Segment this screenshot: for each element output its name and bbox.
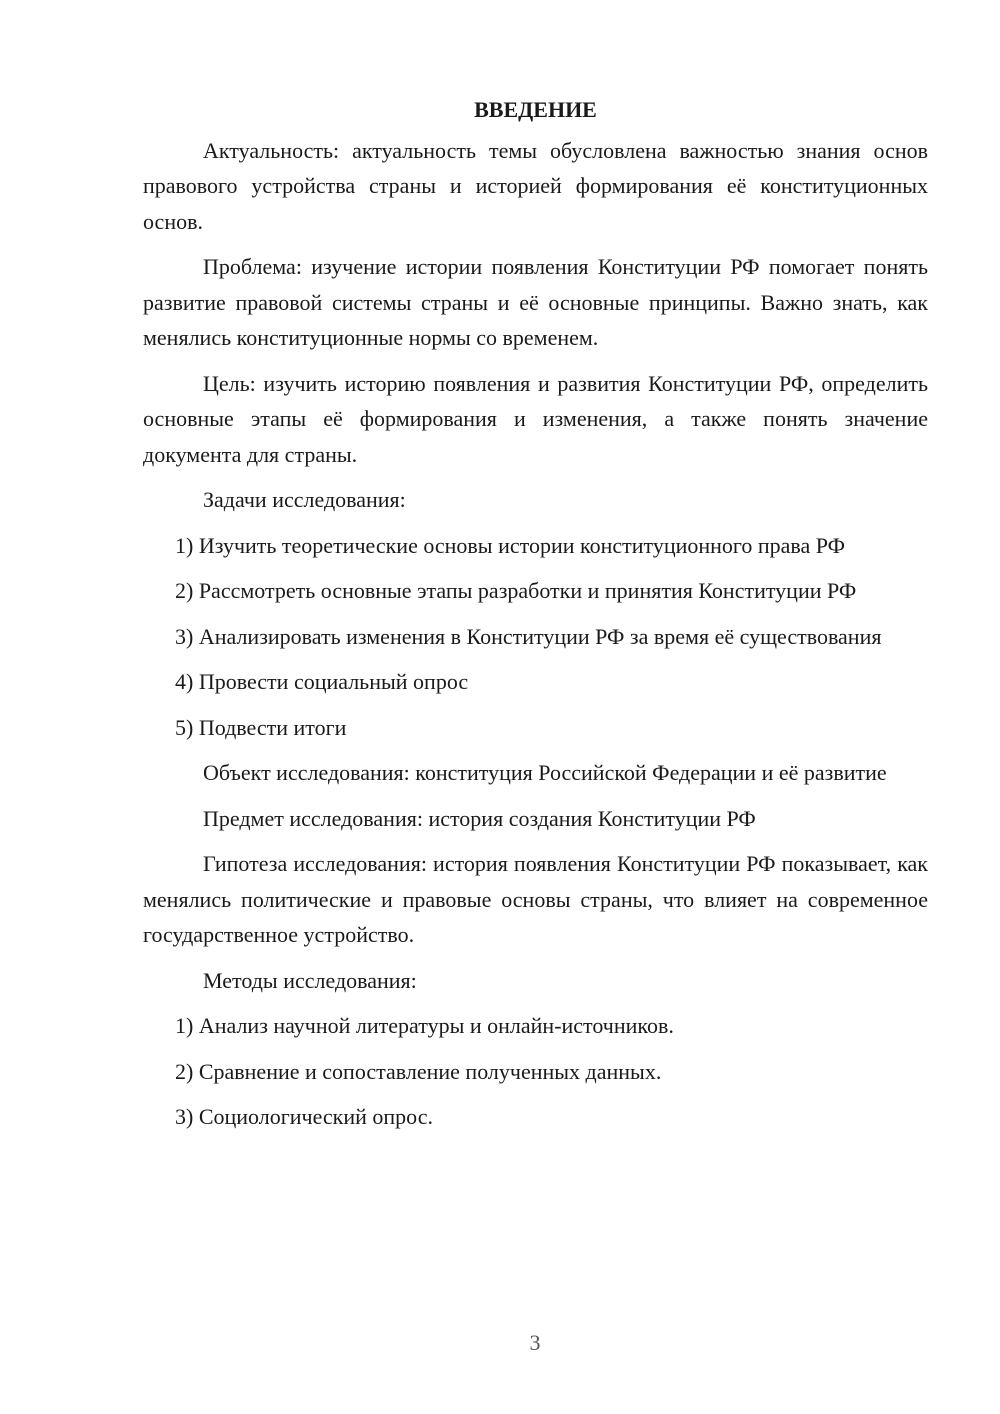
- relevance-paragraph: Актуальность: актуальность темы обусловлена важностью знания основ правового устройства страны и историей формирования её конституционных основ.: [143, 137, 928, 234]
- page-number: 3: [529, 1330, 541, 1355]
- page-content: [143, 92, 928, 1145]
- page-title: ВВЕДЕНИЕ: [474, 97, 597, 122]
- goal-paragraph: Цель: изучить историю появления и развития Конституции РФ, определить основные этапы её формирования и изменения, а также понять значение документа для страны.: [143, 370, 928, 467]
- task-item: 2) Рассмотреть основные этапы разработки и принятия Конституции РФ: [175, 578, 857, 603]
- hypothesis-paragraph: Гипотеза исследования: история появления Конституции РФ показывает, как менялись политические и правовые основы страны, что влияет на современное государственное устройство.: [143, 851, 928, 947]
- methods-heading: Методы исследования:: [203, 967, 417, 993]
- task-item: 1) Изучить теоретические основы истории конституционного права РФ: [175, 532, 846, 558]
- method-item: 2) Сравнение и сопоставление полученных данных.: [175, 1058, 662, 1084]
- problem-paragraph: Проблема: изучение истории появления Конституции РФ помогает понять развитие правовой системы страны и её основные принципы. Важно знать, как менялись конституционные нормы со временем.: [143, 254, 928, 350]
- tasks-heading: Задачи исследования:: [203, 487, 406, 512]
- method-item: 3) Социологический опрос.: [175, 1104, 433, 1129]
- task-item: 5) Подвести итоги: [175, 714, 347, 740]
- task-item: 3) Анализировать изменения в Конституции РФ за время её существования: [175, 623, 882, 649]
- task-item: 4) Провести социальный опрос: [175, 669, 469, 694]
- object-paragraph: Объект исследования: конституция Российской Федерации и её развитие: [203, 760, 887, 785]
- method-item: 1) Анализ научной литературы и онлайн-источников.: [175, 1013, 674, 1038]
- subject-paragraph: Предмет исследования: история создания Конституции РФ: [203, 805, 756, 831]
